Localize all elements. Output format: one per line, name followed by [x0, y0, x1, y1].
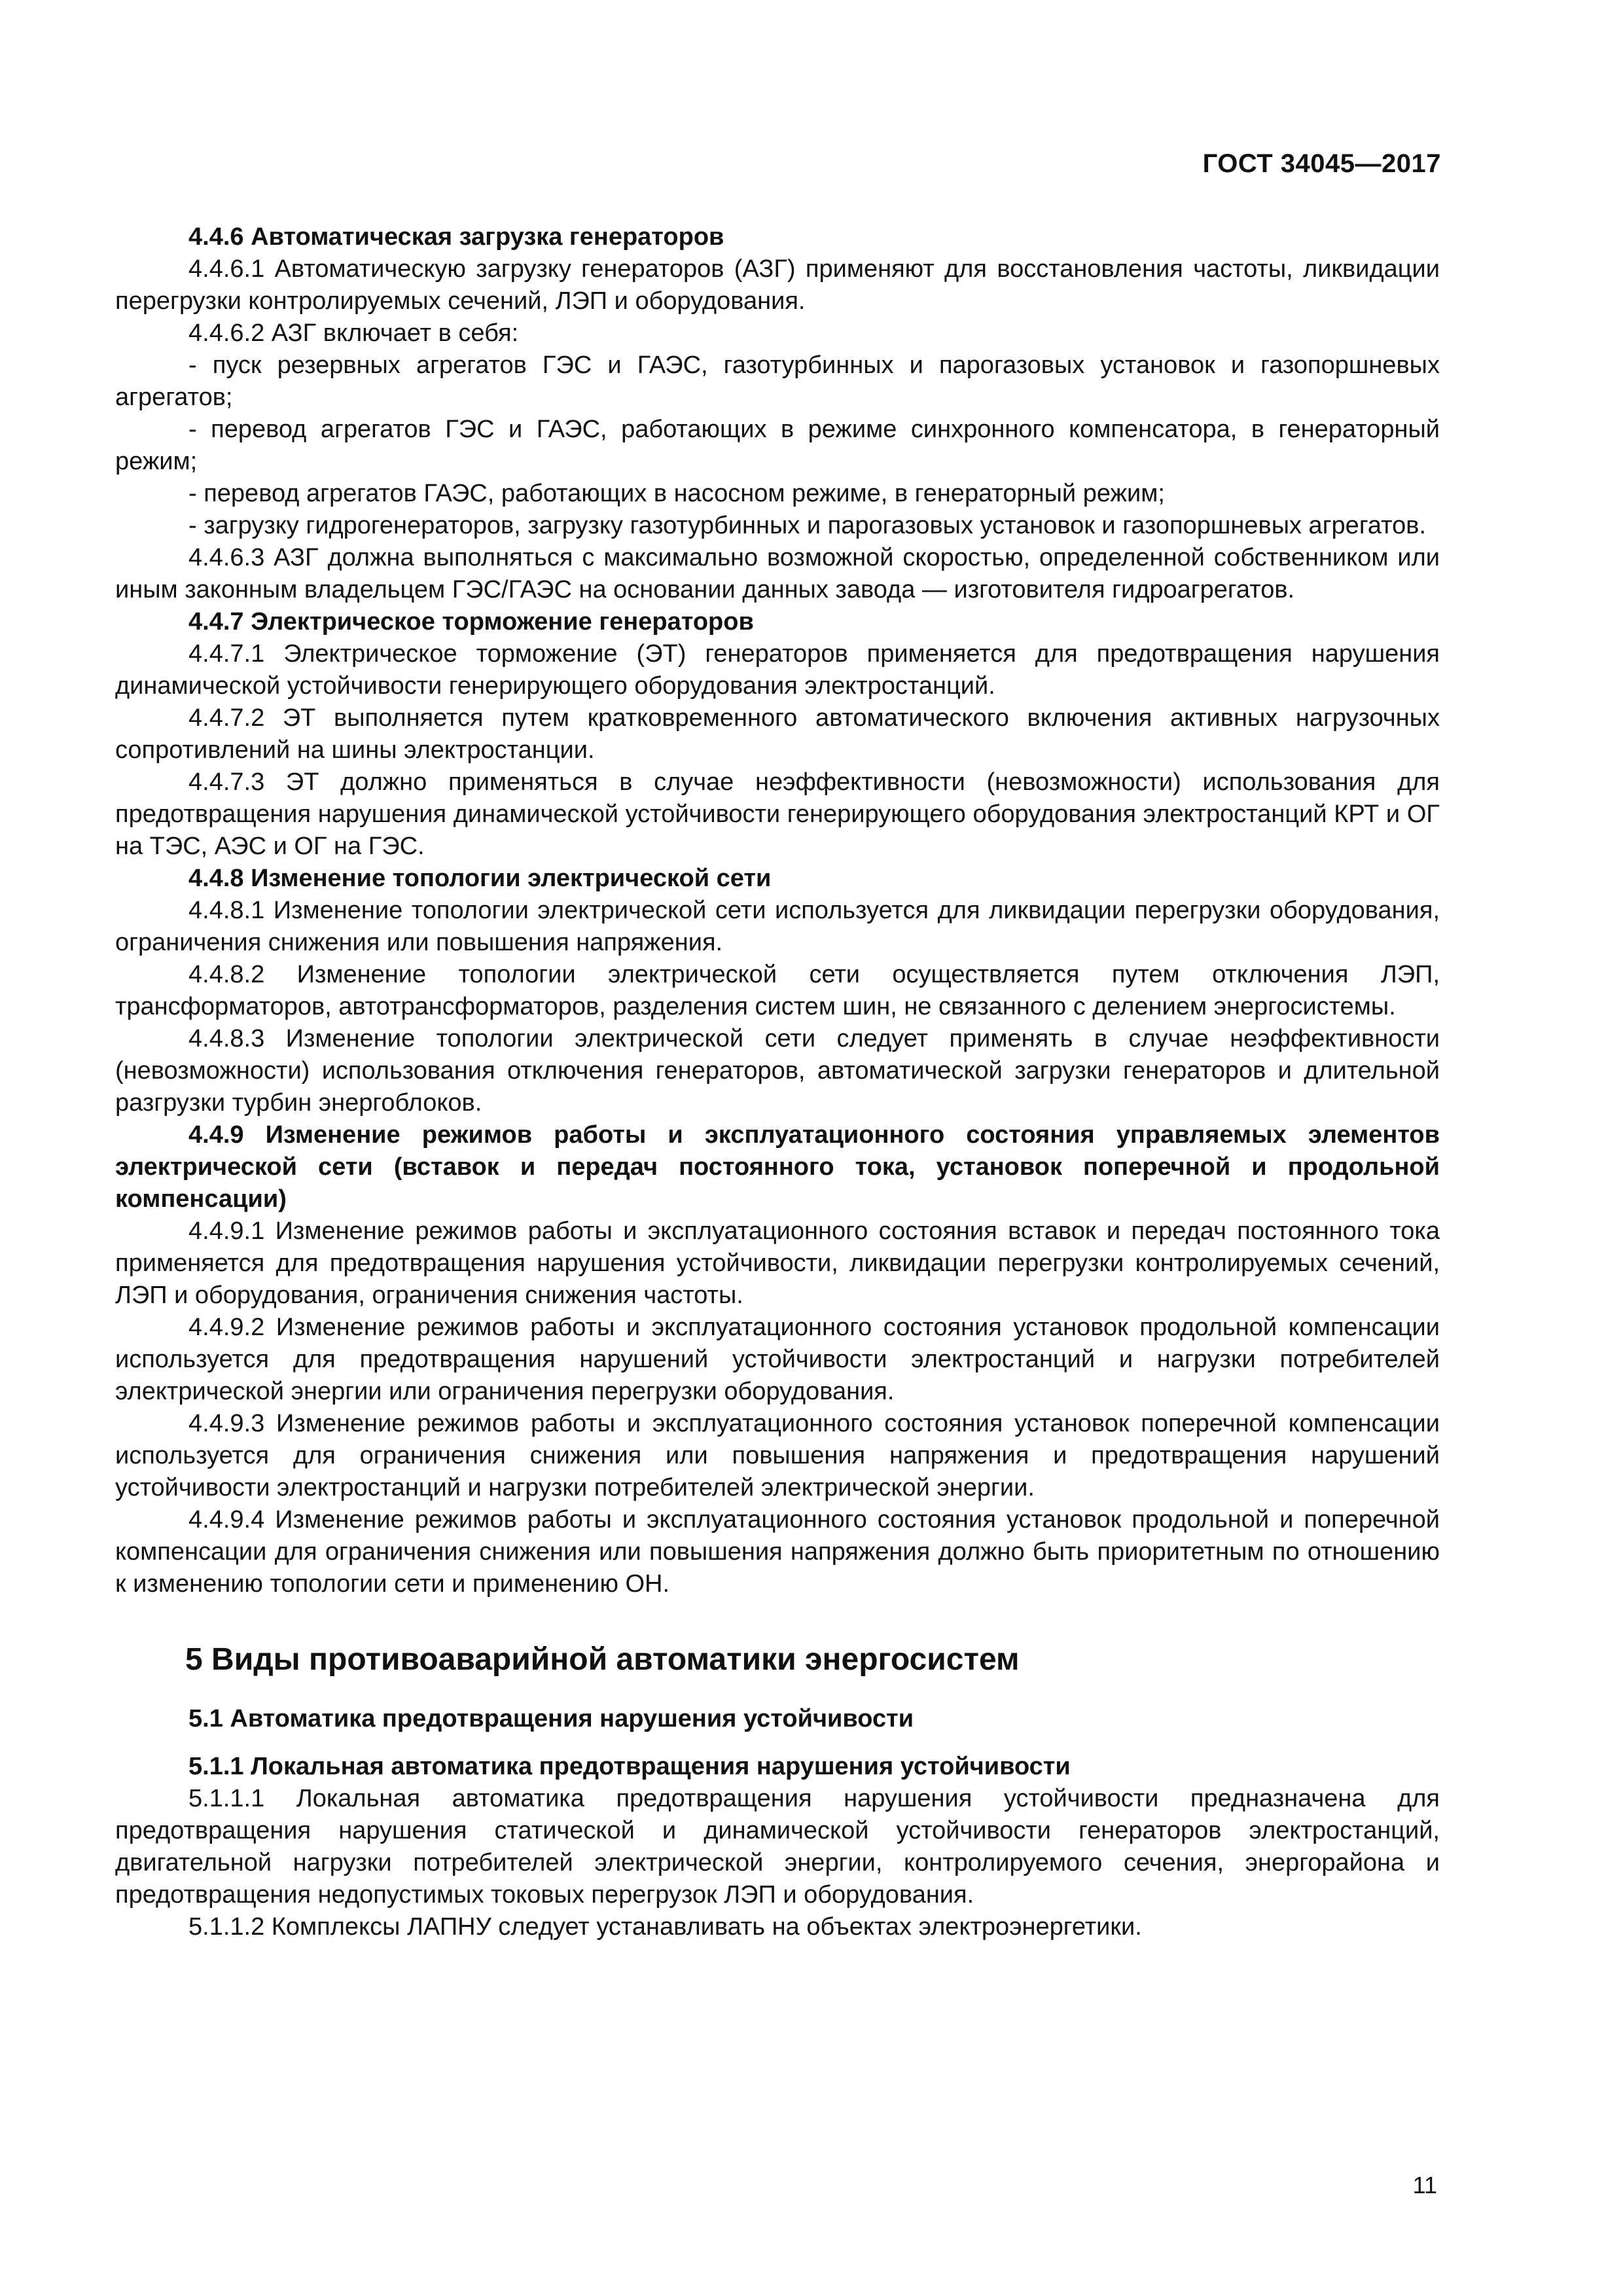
subsection-heading: 4.4.9 Изменение режимов работы и эксплуатационного состояния управляемых элементов электрической сети (вставок и передач постоянного тока, установок поперечной и продольной компенсации) — [115, 1121, 1440, 1213]
paragraph: 4.4.9.2 Изменение режимов работы и эксплуатационного состояния установок продольной компенсации используется для предотвращения нарушений устойчивости электростанций и нагрузки потребителей электрической энергии или ограничения перегрузки оборудования. — [115, 1314, 1440, 1405]
paragraph: 5.1.1.1 Локальная автоматика предотвращения нарушения устойчивости предназначена для предотвращения нарушения статической и динамической устойчивости генераторов электростанций, двигательной нагрузки потребителей электрической энергии, контролируемого сечения, энергорайона и предотвращения недопустимых токовых перегрузок ЛЭП и оборудования. — [115, 1785, 1440, 1909]
list-item: - загрузку гидрогенераторов, загрузку газотурбинных и парогазовых установок и газопоршневых агрегатов. — [188, 512, 1427, 539]
paragraph: 4.4.8.3 Изменение топологии электрической сети следует применять в случае неэффективности (невозможности) использования отключения генераторов, автоматической загрузки генераторов и длительной разгрузки турбин энергоблоков. — [115, 1025, 1440, 1117]
paragraph: 4.4.9.4 Изменение режимов работы и эксплуатационного состояния установок продольной и поперечной компенсации для ограничения снижения или повышения напряжения должно быть приоритетным по отношению к изменению топологии сети и применению ОН. — [115, 1506, 1440, 1598]
paragraph: 4.4.6.2 АЗГ включает в себя: — [188, 319, 519, 347]
document-id-header: ГОСТ 34045—2017 — [1202, 149, 1441, 178]
paragraph: 4.4.6.3 АЗГ должна выполняться с максимально возможной скоростью, определенной собственником или иным законным владельцем ГЭС/ГАЭС на основании данных завода — изготовителя гидроагрегатов. — [115, 544, 1440, 603]
page-number: 11 — [1412, 2172, 1437, 2198]
document-body — [115, 221, 1440, 1943]
subsection-heading: 4.4.7 Электрическое торможение генераторов — [188, 608, 754, 636]
section-heading: 5 Виды противоаварийной автоматики энергосистем — [185, 1642, 1020, 1677]
paragraph: 4.4.6.1 Автоматическую загрузку генераторов (АЗГ) применяют для восстановления частоты, ликвидации перегрузки контролируемых сечений, ЛЭП и оборудования. — [115, 255, 1440, 315]
paragraph: 5.1.1.2 Комплексы ЛАПНУ следует устанавливать на объектах электроэнергетики. — [188, 1913, 1142, 1941]
paragraph: 4.4.9.1 Изменение режимов работы и эксплуатационного состояния вставок и передач постоянного тока применяется для предотвращения нарушения устойчивости, ликвидации перегрузки контролируемых сечений, ЛЭП и оборудования, ограничения снижения частоты. — [115, 1217, 1440, 1309]
subsection-heading: 5.1 Автоматика предотвращения нарушения устойчивости — [188, 1705, 914, 1732]
paragraph: 4.4.7.3 ЭТ должно применяться в случае неэффективности (невозможности) использования для предотвращения нарушения динамической устойчивости генерирующего оборудования электростанций КРТ и ОГ на ТЭС, АЭС и ОГ на ГЭС. — [115, 768, 1440, 860]
paragraph: 4.4.8.1 Изменение топологии электрической сети используется для ликвидации перегрузки оборудования, ограничения снижения или повышения напряжения. — [115, 897, 1440, 956]
list-item: - перевод агрегатов ГЭС и ГАЭС, работающих в режиме синхронного компенсатора, в генераторный режим; — [115, 416, 1440, 475]
paragraph: 4.4.9.3 Изменение режимов работы и эксплуатационного состояния установок поперечной компенсации используется для ограничения снижения или повышения напряжения и предотвращения нарушений устойчивости электростанций и нагрузки потребителей электрической энергии. — [115, 1410, 1440, 1501]
paragraph: 4.4.7.1 Электрическое торможение (ЭТ) генераторов применяется для предотвращения нарушения динамической устойчивости генерирующего оборудования электростанций. — [115, 640, 1440, 700]
subsection-heading: 4.4.8 Изменение топологии электрической сети — [188, 865, 772, 892]
list-item: - пуск резервных агрегатов ГЭС и ГАЭС, газотурбинных и парогазовых установок и газопоршневых агрегатов; — [115, 351, 1440, 411]
paragraph: 4.4.8.2 Изменение топологии электрической сети осуществляется путем отключения ЛЭП, трансформаторов, автотрансформаторов, разделения систем шин, не связанного с делением энергосистемы. — [115, 961, 1440, 1020]
subsection-heading: 4.4.6 Автоматическая загрузка генераторов — [188, 223, 724, 251]
list-item: - перевод агрегатов ГАЭС, работающих в насосном режиме, в генераторный режим; — [188, 480, 1165, 507]
subsubsection-heading: 5.1.1 Локальная автоматика предотвращения нарушения устойчивости — [188, 1753, 1071, 1780]
paragraph: 4.4.7.2 ЭТ выполняется путем кратковременного автоматического включения активных нагрузочных сопротивлений на шины электростанции. — [115, 704, 1440, 764]
